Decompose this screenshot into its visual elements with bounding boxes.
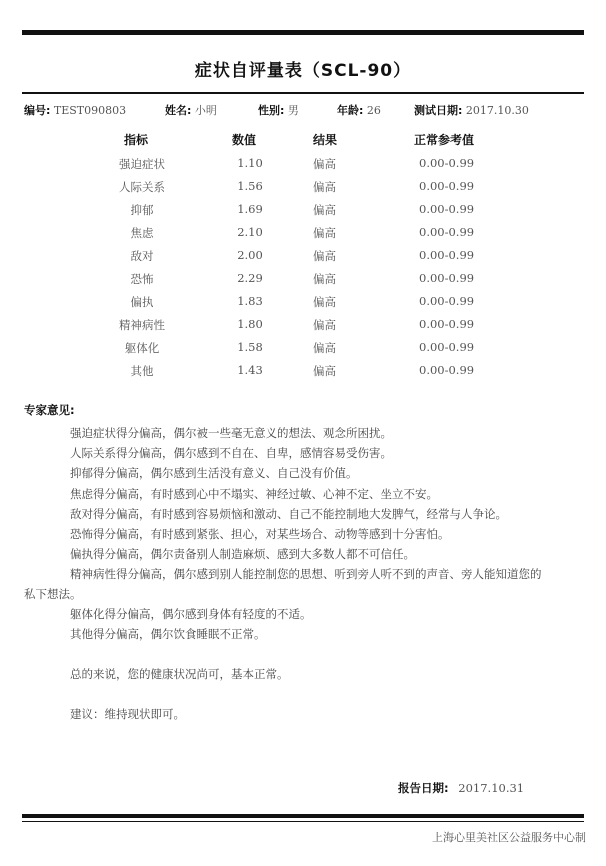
indicator-result: 偏高 [313, 157, 336, 171]
indicator-reference: 0.00-0.99 [419, 202, 475, 216]
header-result: 结果 [313, 133, 338, 147]
indicator-name: 抑郁 [130, 203, 154, 217]
indicator-value: 2.29 [237, 271, 263, 285]
indicator-reference: 0.00-0.99 [419, 340, 475, 354]
name-value: 小明 [194, 104, 217, 117]
indicator-name: 躯体化 [124, 341, 160, 355]
indicator-result: 偏高 [313, 249, 336, 263]
opinion-paragraph: 敌对得分偏高，有时感到容易烦恼和激动、自己不能控制地大发脾气，经常与人争论。 [70, 507, 507, 521]
opinion-paragraph: 恐怖得分偏高，有时感到紧张、担心，对某些场合、动物等感到十分害怕。 [70, 527, 450, 541]
expert-opinion-label: 专家意见: [24, 403, 75, 417]
opinion-paragraph: 强迫症状得分偏高，偶尔被一些毫无意义的想法、观念所困扰。 [70, 426, 392, 440]
indicator-value: 2.00 [237, 248, 263, 262]
summary-text: 总的来说，您的健康状况尚可，基本正常。 [70, 667, 289, 681]
age-value: 26 [366, 104, 381, 117]
gender-label: 性别: [258, 104, 285, 117]
table-row [0, 363, 606, 385]
indicator-name: 人际关系 [119, 180, 165, 194]
header-indicator: 指标 [124, 133, 149, 147]
report-date-value: 2017.10.31 [458, 781, 525, 795]
indicator-name: 强迫症状 [119, 157, 165, 171]
indicator-result: 偏高 [313, 318, 336, 332]
table-row [0, 202, 606, 224]
table-row [0, 294, 606, 316]
title-rule [22, 92, 584, 94]
indicator-reference: 0.00-0.99 [419, 271, 475, 285]
indicator-result: 偏高 [313, 203, 336, 217]
header-reference: 正常参考值 [414, 133, 475, 147]
age-field [337, 102, 381, 118]
indicator-value: 1.58 [237, 340, 263, 354]
opinion-paragraph: 精神病性得分偏高，偶尔感到别人能控制您的思想、听到旁人听不到的声音、旁人能知道您的 [70, 567, 542, 581]
indicator-value: 1.43 [237, 363, 263, 377]
indicator-reference: 0.00-0.99 [419, 156, 475, 170]
indicator-reference: 0.00-0.99 [419, 225, 475, 239]
indicator-name: 精神病性 [119, 318, 165, 332]
footer-org: 上海心里美社区公益服务中心制 [432, 831, 586, 844]
advice-text: 建议：维持现状即可。 [70, 707, 185, 721]
gender-field [258, 102, 299, 118]
test-date-value: 2017.10.30 [465, 104, 529, 117]
table-row [0, 317, 606, 339]
bottom-rule-thick [22, 814, 584, 818]
indicator-reference: 0.00-0.99 [419, 317, 475, 331]
top-rule [22, 30, 584, 35]
indicator-value: 1.56 [237, 179, 263, 193]
indicator-reference: 0.00-0.99 [419, 248, 475, 262]
name-label: 姓名: [165, 104, 192, 117]
report-date-label: 报告日期: [398, 781, 449, 795]
table-row [0, 179, 606, 201]
indicator-name: 焦虑 [130, 226, 154, 240]
header-value: 数值 [232, 133, 257, 147]
name-field [165, 102, 217, 118]
indicator-result: 偏高 [313, 180, 336, 194]
opinion-paragraph: 其他得分偏高，偶尔饮食睡眠不正常。 [70, 627, 266, 641]
opinion-paragraph: 人际关系得分偏高，偶尔感到不自在、自卑，感情容易受伤害。 [70, 446, 392, 460]
indicator-result: 偏高 [313, 341, 336, 355]
id-value: TEST090803 [53, 104, 127, 117]
opinion-paragraph: 躯体化得分偏高，偶尔感到身体有轻度的不适。 [70, 607, 312, 621]
opinion-paragraph: 偏执得分偏高，偶尔责备别人制造麻烦、感到大多数人都不可信任。 [70, 547, 415, 561]
id-label: 编号: [24, 104, 51, 117]
indicator-value: 1.69 [237, 202, 263, 216]
indicator-value: 1.10 [237, 156, 263, 170]
table-row [0, 248, 606, 270]
indicator-result: 偏高 [313, 364, 336, 378]
table-row [0, 225, 606, 247]
page-title: 症状自评量表（SCL-90） [194, 61, 412, 81]
age-label: 年龄: [337, 104, 364, 117]
indicator-reference: 0.00-0.99 [419, 363, 475, 377]
opinion-paragraph: 焦虑得分偏高，有时感到心中不塌实、神经过敏、心神不定、坐立不安。 [70, 487, 438, 501]
gender-value: 男 [287, 104, 299, 117]
indicator-value: 1.80 [237, 317, 263, 331]
test-date-label: 测试日期: [414, 104, 463, 117]
indicator-name: 恐怖 [130, 272, 154, 286]
indicator-result: 偏高 [313, 272, 336, 286]
indicator-name: 敌对 [130, 249, 154, 263]
id-field [24, 102, 126, 118]
table-row [0, 156, 606, 178]
table-row [0, 271, 606, 293]
table-row [0, 340, 606, 362]
indicator-reference: 0.00-0.99 [419, 294, 475, 308]
opinion-paragraph-continued: 私下想法。 [24, 587, 82, 601]
opinion-paragraph: 抑郁得分偏高，偶尔感到生活没有意义、自己没有价值。 [70, 466, 358, 480]
indicator-value: 2.10 [237, 225, 263, 239]
indicator-reference: 0.00-0.99 [419, 179, 475, 193]
bottom-rule-thin [22, 821, 584, 822]
test-date-field [414, 102, 529, 118]
indicator-result: 偏高 [313, 226, 336, 240]
report-date [398, 780, 524, 796]
indicator-name: 偏执 [130, 295, 154, 309]
indicator-result: 偏高 [313, 295, 336, 309]
indicator-name: 其他 [130, 364, 154, 378]
indicator-value: 1.83 [237, 294, 263, 308]
